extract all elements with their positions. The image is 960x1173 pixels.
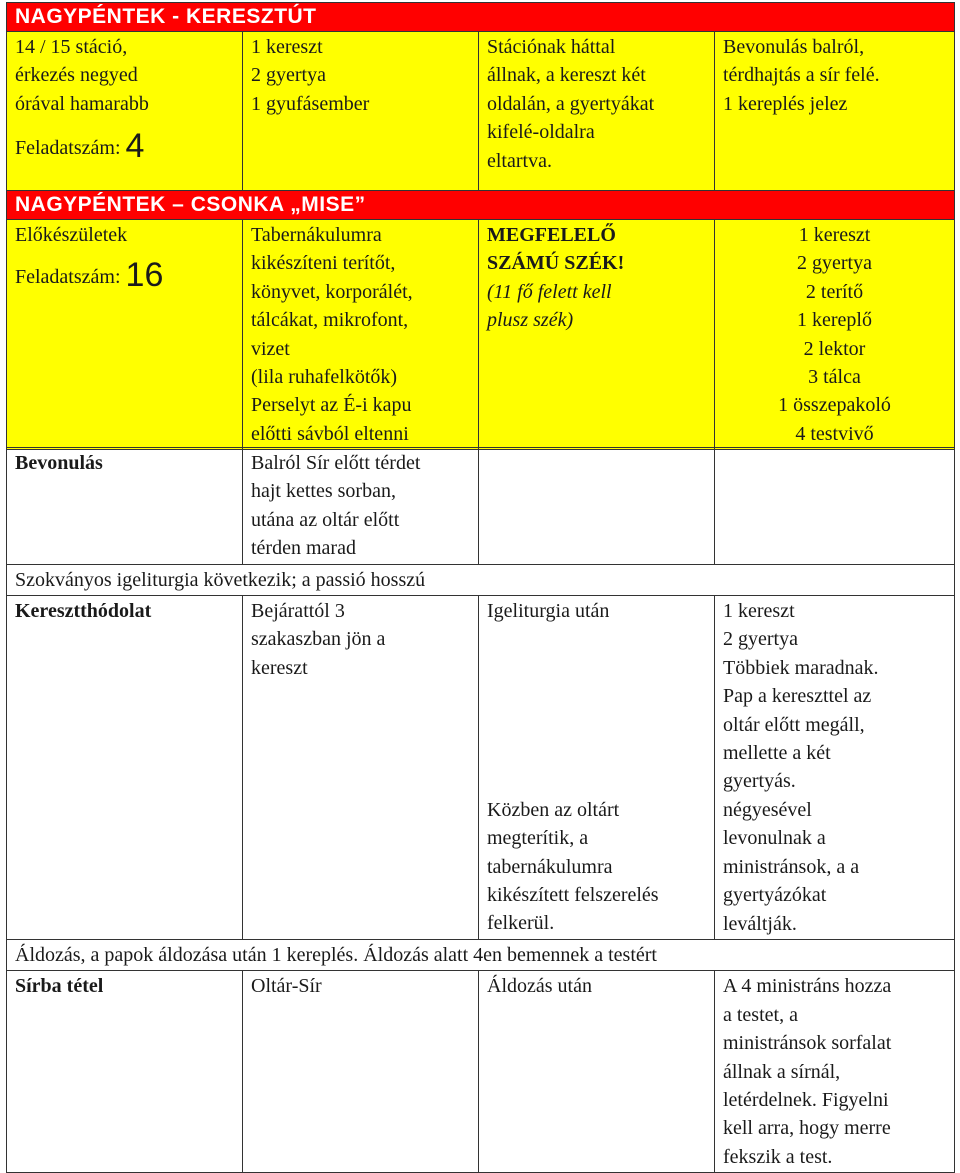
communion-note-row: [7, 939, 955, 970]
text-line: 2 gyertya: [251, 64, 326, 87]
text-line: Áldozás után: [487, 975, 592, 998]
text-line: Pap a kereszttel az: [723, 685, 872, 708]
text-line: szakaszban jön a: [251, 628, 386, 651]
section-header-mise: NAGYPÉNTEK – CSONKA „MISE”: [7, 191, 955, 220]
text-line: kifelé-oldalra: [487, 121, 595, 144]
role-line: 1 kereszt: [798, 224, 871, 246]
veneration-desc-cell: [243, 596, 479, 940]
text-line: érkezés negyed: [15, 64, 138, 87]
text-line: 2 gyertya: [723, 628, 798, 651]
burial-timing-cell: [479, 971, 715, 1173]
text-line: A 4 ministráns hozza: [723, 975, 892, 998]
text-line: Bevonulás balról,: [723, 36, 865, 58]
entrance-title-cell: [7, 448, 243, 565]
text-line: állnak, a kereszt két: [487, 64, 646, 87]
keresztut-notes-cell: [715, 32, 955, 191]
text-line: kereszt: [251, 656, 308, 679]
role-line: 3 tálca: [808, 366, 861, 389]
text-line: Stációnak háttal: [487, 36, 616, 58]
keresztut-equipment-cell: [243, 32, 479, 191]
text-line: gyertyás.: [723, 770, 796, 793]
text-line: kikészített felszerelés: [487, 884, 659, 906]
burial-row: [7, 971, 955, 1173]
text-line: kell arra, hogy merre: [723, 1117, 891, 1140]
text-line: utána az oltár előtt: [251, 508, 400, 531]
burial-notes-cell: [715, 971, 955, 1173]
warning-line: SZÁMÚ SZÉK!: [487, 252, 625, 275]
role-line: 1 összepakoló: [778, 394, 891, 417]
veneration-timing-cell: [479, 596, 715, 940]
section-header-row: [7, 3, 955, 32]
note-line: plusz szék): [487, 309, 574, 332]
row-title: Előkészületek: [15, 224, 128, 246]
text-line: oldalán, a gyertyákat: [487, 92, 655, 115]
communion-note: Áldozás, a papok áldozása után 1 kereplés. Áldozás alatt 4en bemennek a testért: [7, 939, 955, 970]
text-line: fekszik a test.: [723, 1145, 833, 1168]
text-line: tabernákulumra: [487, 855, 613, 878]
prep-chairs-cell: [479, 220, 715, 450]
text-line: (lila ruhafelkötők): [251, 366, 398, 389]
warning-line: MEGFELELŐ: [487, 224, 616, 246]
text-line: felkerül.: [487, 912, 555, 935]
text-line: állnak a sírnál,: [723, 1060, 841, 1083]
blank-line: [487, 767, 706, 795]
text-line: ministránsok sorfalat: [723, 1032, 892, 1055]
text-line: oltár előtt megáll,: [723, 713, 865, 736]
entrance-row: [7, 448, 955, 565]
task-number: [15, 256, 234, 295]
schedule-table: [6, 2, 955, 450]
blank-line: [487, 682, 706, 710]
text-line: letérdelnek. Figyelni: [723, 1088, 889, 1111]
prep-row: [7, 220, 955, 450]
text-line: leváltják.: [723, 912, 797, 935]
entrance-empty-cell: [479, 448, 715, 565]
row-title: Keresztthódolat: [15, 600, 152, 623]
schedule-table-continued: [6, 447, 955, 1173]
text-line: térdhajtás a sír felé.: [723, 64, 880, 87]
text-line: Igeliturgia után: [487, 600, 610, 623]
burial-route-cell: [243, 971, 479, 1173]
section-header-keresztut: NAGYPÉNTEK - KERESZTÚT: [7, 3, 955, 32]
text-line: gyertyázókat: [723, 884, 827, 907]
burial-title-cell: [7, 971, 243, 1173]
entrance-empty-cell: [715, 448, 955, 565]
task-value: 4: [125, 127, 145, 166]
liturgy-note: Szokványos igeliturgia következik; a passió hosszú: [7, 564, 955, 595]
text-line: Többiek maradnak.: [723, 656, 879, 679]
role-line: 2 lektor: [803, 337, 866, 360]
entrance-desc-cell: [243, 448, 479, 565]
veneration-title-cell: [7, 596, 243, 940]
text-line: Tabernákulumra: [251, 224, 382, 246]
text-line: ministránsok, a a: [723, 855, 860, 878]
text-line: eltartva.: [487, 149, 552, 172]
role-line: 1 kereplő: [797, 309, 872, 332]
text-line: órával hamarabb: [15, 92, 149, 115]
blank-line: [487, 625, 706, 653]
keresztut-position-cell: [479, 32, 715, 191]
text-line: Bejárattól 3: [251, 600, 345, 623]
text-line: könyvet, korporálét,: [251, 280, 413, 303]
text-line: 14 / 15 stáció,: [15, 36, 128, 58]
text-line: Perselyt az É-i kapu: [251, 394, 412, 417]
task-value: 16: [125, 256, 164, 295]
veneration-row: [7, 596, 955, 940]
text-line: 1 kereszt: [723, 600, 795, 623]
text-line: kikészíteni terítőt,: [251, 252, 396, 275]
text-line: levonulnak a: [723, 827, 826, 850]
text-line: négyesével: [723, 798, 812, 821]
text-line: vizet: [251, 337, 290, 360]
text-line: 1 kereplés jelez: [723, 92, 848, 115]
task-number: [15, 127, 234, 166]
prep-roles-cell: [715, 220, 955, 450]
liturgy-note-row: [7, 564, 955, 595]
task-label: Feladatszám:: [15, 137, 126, 160]
role-line: 4 testvivő: [795, 422, 874, 445]
text-line: tálcákat, mikrofont,: [251, 309, 409, 332]
text-line: mellette a két: [723, 742, 831, 765]
blank-line: [487, 739, 706, 767]
text-line: térden marad: [251, 537, 356, 560]
note-line: (11 fő felett kell: [487, 280, 612, 303]
role-line: 2 terítő: [805, 280, 864, 303]
text-line: Oltár-Sír: [251, 975, 322, 998]
text-line: 1 kereszt: [251, 36, 323, 58]
row-title: Sírba tétel: [15, 975, 104, 998]
keresztut-timing-cell: [7, 32, 243, 191]
text-line: megterítik, a: [487, 827, 589, 850]
row-title: Bevonulás: [15, 452, 103, 474]
prep-title-cell: [7, 220, 243, 450]
section-header-row: [7, 191, 955, 220]
blank-line: [487, 711, 706, 739]
task-label: Feladatszám:: [15, 266, 126, 289]
prep-tasks-cell: [243, 220, 479, 450]
blank-line: [487, 654, 706, 682]
text-line: előtti sávból eltenni: [251, 422, 409, 445]
text-line: Balról Sír előtt térdet: [251, 452, 421, 474]
text-line: 1 gyufásember: [251, 92, 370, 115]
veneration-notes-cell: [715, 596, 955, 940]
text-line: a testet, a: [723, 1003, 798, 1026]
text-line: hajt kettes sorban,: [251, 480, 396, 503]
keresztut-row: [7, 32, 955, 191]
text-line: Közben az oltárt: [487, 798, 620, 821]
role-line: 2 gyertya: [797, 252, 872, 275]
